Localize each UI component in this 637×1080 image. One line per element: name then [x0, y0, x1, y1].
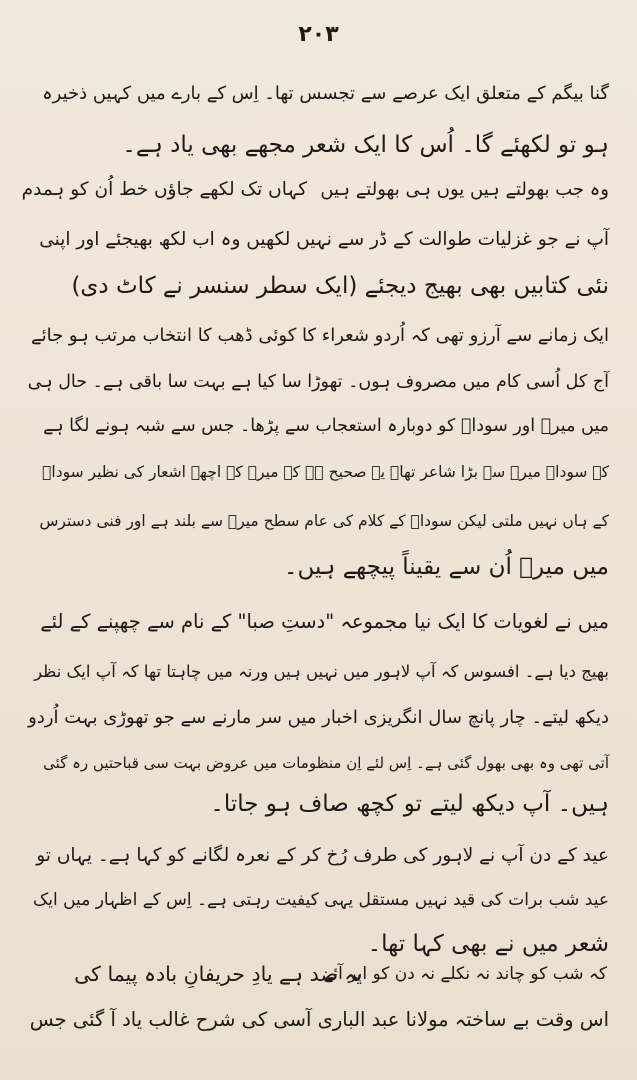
- text-line-13: دیکھ لیتے۔ چار پانچ سال انگریزی اخبار میں سر مارنے سے جو تھوڑی بہت اُردو: [28, 707, 609, 728]
- text-line-11: میں نے لغویات کا ایک نیا مجموعہ "دستِ صبا" کے نام سے چھپنے کے لئے: [40, 610, 609, 633]
- text-line-6: آج کل اُسی کام میں مصروف ہوں۔ تھوڑا سا کیا ہے بہت سا باقی ہے۔ حال ہی: [27, 372, 609, 392]
- text-line-4: نئی کتابیں بھی بھیج دیجئے (ایک سطر سنسر نے کاٹ دی): [71, 273, 609, 299]
- text-line-9: کے ہاں نہیں ملتی لیکن سوداؔ کے کلام کی عام سطح میرؔ سے بلند ہے اور فنی دسترس: [39, 512, 609, 530]
- text-line-15: ہیں۔ آپ دیکھ لیتے تو کچھ صاف ہو جاتا۔: [210, 791, 609, 817]
- text-line-2: ہو تو لکھئے گا۔ اُس کا ایک شعر مجھے بھی یاد ہے۔: [122, 132, 609, 158]
- verse-1-second-hemistich: وہ جب بھولتے ہیں یوں ہی بھولتے ہیں: [320, 179, 609, 200]
- text-line-16: عید کے دن آپ نے لاہور کی طرف رُخ کر کے نعرہ لگانے کو کہا ہے۔ یہاں تو: [36, 845, 609, 866]
- text-line-18: شعر میں نے بھی کہا تھا۔: [367, 931, 609, 957]
- page-number: ۲۰۳: [298, 22, 339, 47]
- text-line-8: کہ سوداؔ میرؔ سے بڑا شاعر تھا۔ یہ صحیح ہے کہ میرؔ کے اچھے اشعار کی نظیر سوداؔ: [42, 463, 609, 481]
- text-line-10: میں میرؔ اُن سے یقیناً پیچھے ہیں۔: [283, 554, 609, 580]
- text-line-3: آپ نے جو غزلیات طوالت کے ڈر سے نہیں لکھیں وہ اب لکھ بھیجئے اور اپنی: [39, 229, 609, 250]
- text-line-19: اس وقت بے ساختہ مولانا عبد الباری آسی کی شرح غالب یاد آ گئی جس: [29, 1008, 609, 1031]
- text-line-14: آتی تھی وہ بھی بھول گئی ہے۔ اِس لئے اِن منظومات میں عروض بہت سی قباحتیں رہ گئی: [43, 754, 609, 772]
- verse-2-first-hemistich: یہ ضد ہے یادِ حریفانِ بادہ پیما کی: [74, 962, 362, 986]
- text-line-7: میں میرؔ اور سوداؔ کو دوبارہ استعجاب سے پڑھا۔ جس سے شبہ ہونے لگا ہے: [43, 416, 609, 436]
- text-line-12: بھیج دیا ہے۔ افسوس کہ آپ لاہور میں نہیں ہیں ورنہ میں چاہتا تھا کہ آپ ایک نظر: [34, 662, 609, 681]
- verse-1-first-hemistich: کہاں تک لکھے جاؤں خط اُن کو ہمدم: [21, 179, 307, 200]
- verse-2-second-hemistich: کہ شب کو چاند نہ نکلے نہ دن کو ابر آئے: [323, 964, 607, 984]
- text-line-17: عید شب برات کی قید نہیں مستقل یہی کیفیت رہتی ہے۔ اِس کے اظہار میں ایک: [33, 890, 609, 910]
- text-line-5: ایک زمانے سے آرزو تھی کہ اُردو شعراء کا کوئی ڈھب کا انتخاب مرتب ہو جائے: [31, 325, 609, 346]
- text-line-1: گنا بیگم کے متعلق ایک عرصے سے تجسس تھا۔ اِس کے بارے میں کہیں ذخیرہ: [42, 83, 609, 104]
